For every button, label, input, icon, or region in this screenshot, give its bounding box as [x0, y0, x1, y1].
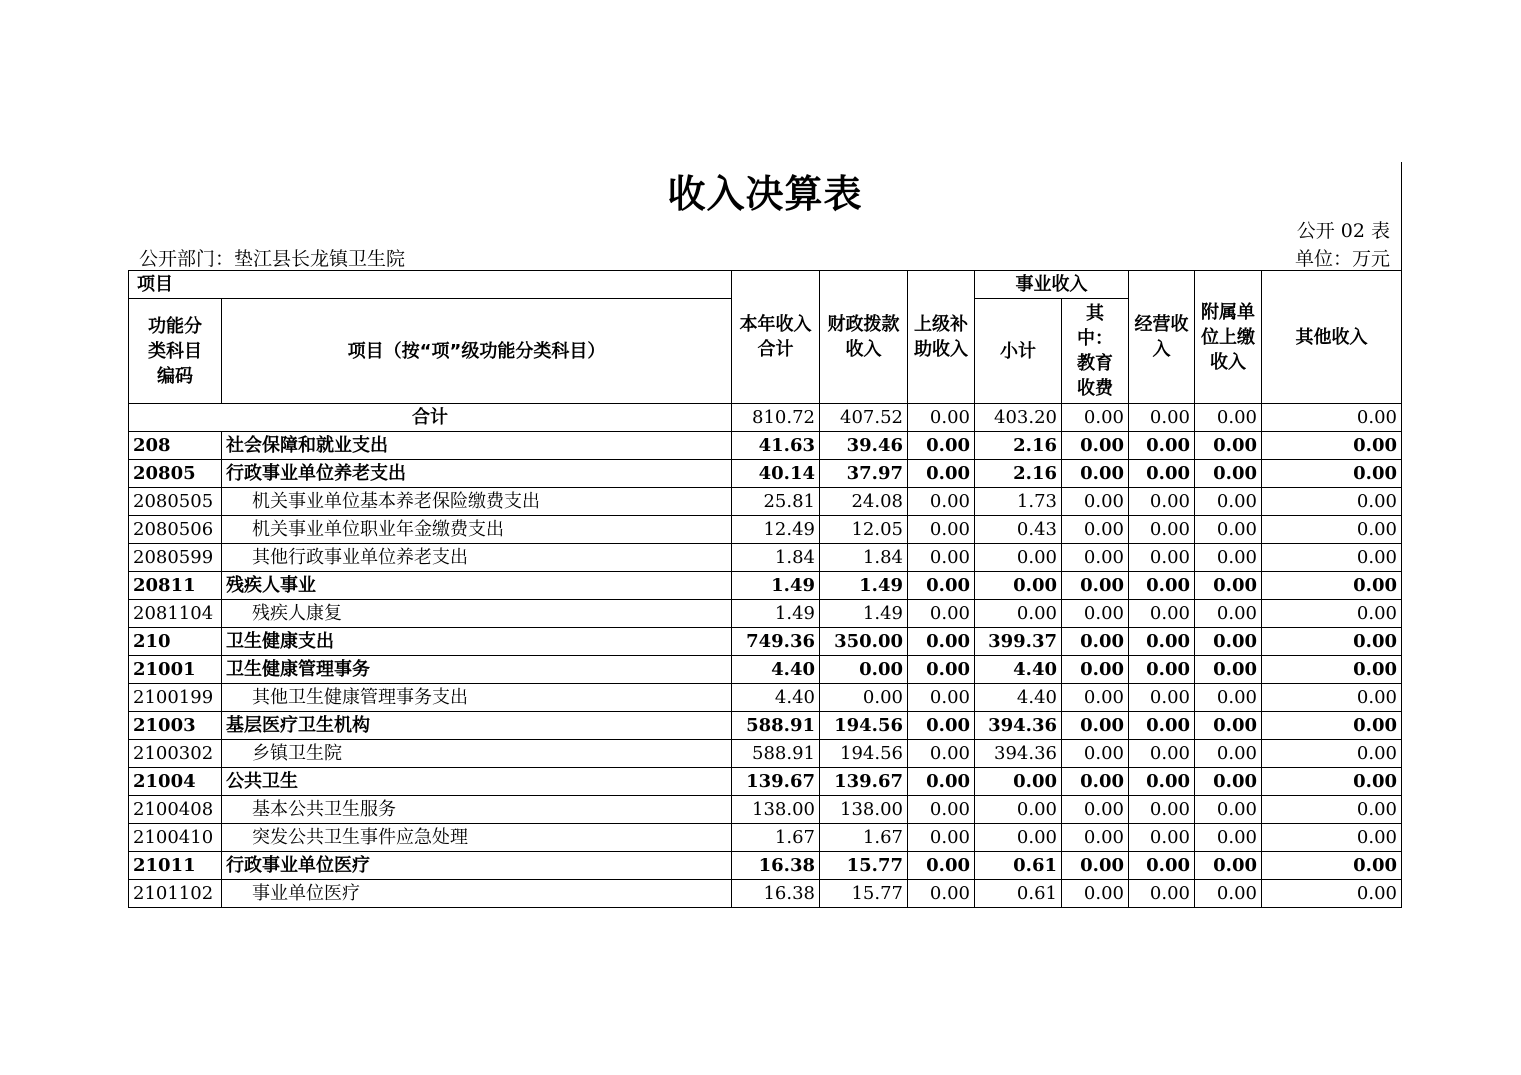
row-affiliated: 0.00	[1195, 432, 1262, 460]
row-fiscal: 1.49	[820, 600, 908, 628]
row-code: 2080505	[129, 488, 222, 516]
row-operating: 0.00	[1129, 880, 1195, 908]
row-other: 0.00	[1262, 712, 1402, 740]
row-name: 其他行政事业单位养老支出	[222, 544, 732, 572]
row-superior: 0.00	[908, 516, 975, 544]
row-code: 208	[129, 432, 222, 460]
total-row	[129, 404, 1402, 432]
row-edu: 0.00	[1062, 656, 1129, 684]
table-row	[129, 880, 1402, 908]
row-other: 0.00	[1262, 516, 1402, 544]
income-table	[128, 270, 1402, 908]
table-row	[129, 796, 1402, 824]
row-subtotal: 2.16	[975, 460, 1062, 488]
row-affiliated: 0.00	[1195, 824, 1262, 852]
row-operating: 0.00	[1129, 684, 1195, 712]
row-name: 社会保障和就业支出	[222, 432, 732, 460]
row-fiscal: 194.56	[820, 712, 908, 740]
row-code: 21004	[129, 768, 222, 796]
row-affiliated: 0.00	[1195, 600, 1262, 628]
row-total: 1.84	[732, 544, 820, 572]
row-edu: 0.00	[1062, 712, 1129, 740]
row-total: 16.38	[732, 880, 820, 908]
page-title: 收入决算表	[667, 172, 863, 216]
row-edu: 0.00	[1062, 852, 1129, 880]
header-code: 功能分类科目编码	[129, 299, 222, 404]
row-fiscal: 1.49	[820, 572, 908, 600]
row-superior: 0.00	[908, 432, 975, 460]
row-superior: 0.00	[908, 684, 975, 712]
row-fiscal: 37.97	[820, 460, 908, 488]
table-row	[129, 768, 1402, 796]
row-operating: 0.00	[1129, 796, 1195, 824]
header-total: 本年收入合计	[732, 271, 820, 404]
header-affiliated: 附属单位上缴收入	[1195, 271, 1262, 404]
row-edu: 0.00	[1062, 600, 1129, 628]
row-total: 12.49	[732, 516, 820, 544]
row-operating: 0.00	[1129, 572, 1195, 600]
row-fiscal: 194.56	[820, 740, 908, 768]
row-code: 2100408	[129, 796, 222, 824]
row-name: 卫生健康管理事务	[222, 656, 732, 684]
row-other: 0.00	[1262, 460, 1402, 488]
row-other: 0.00	[1262, 432, 1402, 460]
row-code: 21003	[129, 712, 222, 740]
header-operating: 经营收入	[1129, 271, 1195, 404]
row-subtotal: 0.00	[975, 600, 1062, 628]
row-code: 21011	[129, 852, 222, 880]
row-superior: 0.00	[908, 600, 975, 628]
row-superior: 0.00	[908, 712, 975, 740]
row-fiscal: 350.00	[820, 628, 908, 656]
row-other: 0.00	[1262, 880, 1402, 908]
row-code: 2101102	[129, 880, 222, 908]
total-cell-operating: 0.00	[1129, 404, 1195, 432]
row-name: 机关事业单位基本养老保险缴费支出	[222, 488, 732, 516]
row-other: 0.00	[1262, 488, 1402, 516]
row-edu: 0.00	[1062, 880, 1129, 908]
total-label: 合计	[129, 404, 732, 432]
row-edu: 0.00	[1062, 684, 1129, 712]
row-subtotal: 394.36	[975, 712, 1062, 740]
row-edu: 0.00	[1062, 740, 1129, 768]
row-code: 2080599	[129, 544, 222, 572]
row-superior: 0.00	[908, 572, 975, 600]
row-edu: 0.00	[1062, 768, 1129, 796]
row-edu: 0.00	[1062, 516, 1129, 544]
row-superior: 0.00	[908, 824, 975, 852]
row-fiscal: 1.67	[820, 824, 908, 852]
row-total: 139.67	[732, 768, 820, 796]
row-other: 0.00	[1262, 796, 1402, 824]
row-operating: 0.00	[1129, 656, 1195, 684]
form-number: 公开 02 表	[1296, 220, 1390, 242]
row-subtotal: 2.16	[975, 432, 1062, 460]
table-row	[129, 628, 1402, 656]
table-row	[129, 600, 1402, 628]
row-subtotal: 1.73	[975, 488, 1062, 516]
row-other: 0.00	[1262, 600, 1402, 628]
row-operating: 0.00	[1129, 852, 1195, 880]
row-affiliated: 0.00	[1195, 880, 1262, 908]
row-total: 588.91	[732, 740, 820, 768]
row-superior: 0.00	[908, 488, 975, 516]
row-fiscal: 139.67	[820, 768, 908, 796]
row-edu: 0.00	[1062, 460, 1129, 488]
row-edu: 0.00	[1062, 824, 1129, 852]
row-superior: 0.00	[908, 628, 975, 656]
row-superior: 0.00	[908, 544, 975, 572]
header-project: 项目	[129, 271, 732, 299]
row-operating: 0.00	[1129, 712, 1195, 740]
table-row	[129, 712, 1402, 740]
table-row	[129, 656, 1402, 684]
row-operating: 0.00	[1129, 516, 1195, 544]
row-name: 卫生健康支出	[222, 628, 732, 656]
row-fiscal: 0.00	[820, 656, 908, 684]
row-name: 残疾人事业	[222, 572, 732, 600]
row-total: 4.40	[732, 684, 820, 712]
row-other: 0.00	[1262, 824, 1402, 852]
row-other: 0.00	[1262, 852, 1402, 880]
row-superior: 0.00	[908, 796, 975, 824]
row-name: 行政事业单位养老支出	[222, 460, 732, 488]
row-affiliated: 0.00	[1195, 460, 1262, 488]
row-affiliated: 0.00	[1195, 516, 1262, 544]
row-fiscal: 15.77	[820, 880, 908, 908]
row-affiliated: 0.00	[1195, 628, 1262, 656]
row-other: 0.00	[1262, 628, 1402, 656]
table-row	[129, 488, 1402, 516]
row-name: 基层医疗卫生机构	[222, 712, 732, 740]
header-subtotal: 小计	[975, 299, 1062, 404]
row-total: 1.49	[732, 572, 820, 600]
row-fiscal: 0.00	[820, 684, 908, 712]
row-subtotal: 0.00	[975, 544, 1062, 572]
header-name: 项目（按“项”级功能分类科目）	[222, 299, 732, 404]
total-cell-subtotal: 403.20	[975, 404, 1062, 432]
row-subtotal: 0.00	[975, 796, 1062, 824]
row-code: 2100302	[129, 740, 222, 768]
row-operating: 0.00	[1129, 544, 1195, 572]
row-subtotal: 0.61	[975, 852, 1062, 880]
header-superior: 上级补助收入	[908, 271, 975, 404]
row-total: 40.14	[732, 460, 820, 488]
row-total: 138.00	[732, 796, 820, 824]
table-row	[129, 516, 1402, 544]
row-edu: 0.00	[1062, 628, 1129, 656]
row-affiliated: 0.00	[1195, 712, 1262, 740]
row-fiscal: 24.08	[820, 488, 908, 516]
row-name: 残疾人康复	[222, 600, 732, 628]
unit-label: 单位：万元	[1294, 248, 1390, 270]
row-total: 1.67	[732, 824, 820, 852]
header-edu: 其中：教育收费	[1062, 299, 1129, 404]
row-operating: 0.00	[1129, 460, 1195, 488]
row-subtotal: 399.37	[975, 628, 1062, 656]
header-business: 事业收入	[975, 271, 1129, 299]
row-superior: 0.00	[908, 740, 975, 768]
total-cell-other: 0.00	[1262, 404, 1402, 432]
row-affiliated: 0.00	[1195, 768, 1262, 796]
table-row	[129, 740, 1402, 768]
row-superior: 0.00	[908, 460, 975, 488]
table-row	[129, 684, 1402, 712]
row-code: 2100410	[129, 824, 222, 852]
row-edu: 0.00	[1062, 572, 1129, 600]
row-operating: 0.00	[1129, 488, 1195, 516]
row-total: 588.91	[732, 712, 820, 740]
row-operating: 0.00	[1129, 824, 1195, 852]
row-total: 1.49	[732, 600, 820, 628]
total-cell-total: 810.72	[732, 404, 820, 432]
table-row	[129, 824, 1402, 852]
header-other: 其他收入	[1262, 271, 1402, 404]
row-code: 20811	[129, 572, 222, 600]
row-total: 16.38	[732, 852, 820, 880]
row-affiliated: 0.00	[1195, 796, 1262, 824]
row-affiliated: 0.00	[1195, 544, 1262, 572]
row-subtotal: 4.40	[975, 684, 1062, 712]
header-fiscal: 财政拨款收入	[820, 271, 908, 404]
row-subtotal: 0.00	[975, 768, 1062, 796]
table-row	[129, 460, 1402, 488]
row-superior: 0.00	[908, 852, 975, 880]
row-code: 2100199	[129, 684, 222, 712]
row-name: 基本公共卫生服务	[222, 796, 732, 824]
row-operating: 0.00	[1129, 628, 1195, 656]
row-operating: 0.00	[1129, 600, 1195, 628]
row-affiliated: 0.00	[1195, 740, 1262, 768]
row-total: 4.40	[732, 656, 820, 684]
row-subtotal: 0.00	[975, 572, 1062, 600]
total-cell-fiscal: 407.52	[820, 404, 908, 432]
row-operating: 0.00	[1129, 432, 1195, 460]
table-row	[129, 852, 1402, 880]
row-other: 0.00	[1262, 544, 1402, 572]
row-operating: 0.00	[1129, 768, 1195, 796]
row-total: 25.81	[732, 488, 820, 516]
row-code: 2081104	[129, 600, 222, 628]
row-affiliated: 0.00	[1195, 488, 1262, 516]
row-superior: 0.00	[908, 768, 975, 796]
total-cell-edu: 0.00	[1062, 404, 1129, 432]
row-superior: 0.00	[908, 880, 975, 908]
row-fiscal: 39.46	[820, 432, 908, 460]
row-name: 乡镇卫生院	[222, 740, 732, 768]
row-subtotal: 4.40	[975, 656, 1062, 684]
row-edu: 0.00	[1062, 488, 1129, 516]
row-affiliated: 0.00	[1195, 656, 1262, 684]
row-affiliated: 0.00	[1195, 572, 1262, 600]
table-row	[129, 572, 1402, 600]
row-code: 20805	[129, 460, 222, 488]
total-cell-affiliated: 0.00	[1195, 404, 1262, 432]
row-other: 0.00	[1262, 656, 1402, 684]
row-edu: 0.00	[1062, 796, 1129, 824]
department-label: 公开部门：垫江县长龙镇卫生院	[139, 248, 406, 270]
row-code: 210	[129, 628, 222, 656]
row-subtotal: 394.36	[975, 740, 1062, 768]
row-other: 0.00	[1262, 740, 1402, 768]
row-name: 事业单位医疗	[222, 880, 732, 908]
total-cell-superior: 0.00	[908, 404, 975, 432]
row-subtotal: 0.61	[975, 880, 1062, 908]
row-fiscal: 1.84	[820, 544, 908, 572]
row-subtotal: 0.00	[975, 824, 1062, 852]
row-fiscal: 138.00	[820, 796, 908, 824]
row-other: 0.00	[1262, 768, 1402, 796]
row-edu: 0.00	[1062, 544, 1129, 572]
row-subtotal: 0.43	[975, 516, 1062, 544]
row-other: 0.00	[1262, 684, 1402, 712]
row-name: 公共卫生	[222, 768, 732, 796]
row-fiscal: 15.77	[820, 852, 908, 880]
row-name: 机关事业单位职业年金缴费支出	[222, 516, 732, 544]
row-operating: 0.00	[1129, 740, 1195, 768]
row-superior: 0.00	[908, 656, 975, 684]
row-affiliated: 0.00	[1195, 852, 1262, 880]
row-other: 0.00	[1262, 572, 1402, 600]
row-affiliated: 0.00	[1195, 684, 1262, 712]
row-name: 行政事业单位医疗	[222, 852, 732, 880]
row-name: 突发公共卫生事件应急处理	[222, 824, 732, 852]
row-edu: 0.00	[1062, 432, 1129, 460]
table-row	[129, 544, 1402, 572]
row-total: 41.63	[732, 432, 820, 460]
table-row	[129, 432, 1402, 460]
row-fiscal: 12.05	[820, 516, 908, 544]
row-total: 749.36	[732, 628, 820, 656]
row-name: 其他卫生健康管理事务支出	[222, 684, 732, 712]
row-code: 2080506	[129, 516, 222, 544]
row-code: 21001	[129, 656, 222, 684]
